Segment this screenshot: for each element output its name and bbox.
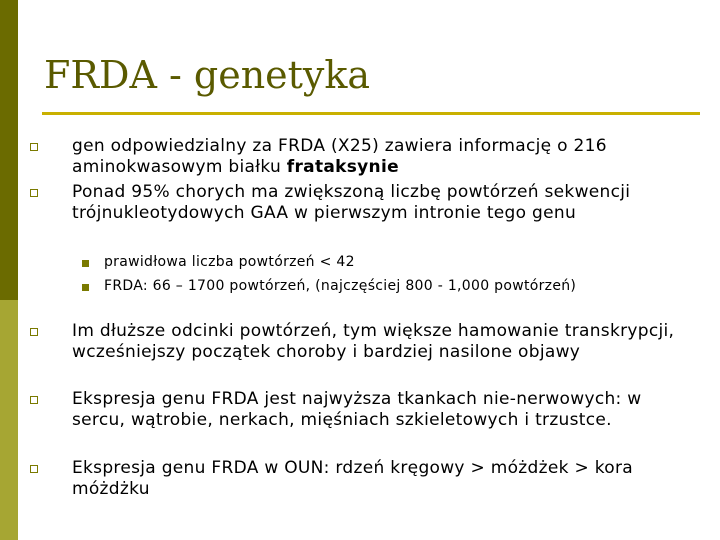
hollow-square-bullet-icon	[30, 189, 38, 197]
bullet-item: Ekspresja genu FRDA jest najwyższa tkankach nie-nerwowych: w sercu, wątrobie, nerkach, mięśniach szkieletowych i trzustce.	[72, 389, 642, 430]
filled-square-bullet-icon	[82, 260, 89, 267]
sidebar-bar-lower	[0, 300, 18, 540]
filled-square-bullet-icon	[82, 284, 89, 291]
sub-bullet-item: prawidłowa liczba powtórzeń < 42	[104, 254, 355, 270]
hollow-square-bullet-icon	[30, 396, 38, 404]
bullet-item: Ponad 95% chorych ma zwiększoną liczbę powtórzeń sekwencji trójnukleotydowych GAA w pierwszym intronie tego genu	[72, 182, 631, 223]
hollow-square-bullet-icon	[30, 465, 38, 473]
bullet-item	[72, 136, 692, 178]
bullet-item: Ekspresja genu FRDA w OUN: rdzeń kręgowy > móżdżek > kora móżdżku	[72, 458, 633, 499]
hollow-square-bullet-icon	[30, 143, 38, 151]
title-underline	[42, 112, 700, 115]
bullet-item: Im dłuższe odcinki powtórzeń, tym większe hamowanie transkrypcji, wcześniejszy początek choroby i bardziej nasilone objawy	[72, 321, 675, 362]
hollow-square-bullet-icon	[30, 328, 38, 336]
slide-title: FRDA - genetyka	[44, 53, 371, 97]
bullet-text: gen odpowiedzialny za FRDA (X25) zawiera informację o 216 aminokwasowym białku	[72, 136, 607, 177]
sub-bullet-item: FRDA: 66 – 1700 powtórzeń, (najczęściej 800 - 1,000 powtórzeń)	[104, 278, 577, 294]
bold-term: frataksynie	[286, 157, 399, 177]
